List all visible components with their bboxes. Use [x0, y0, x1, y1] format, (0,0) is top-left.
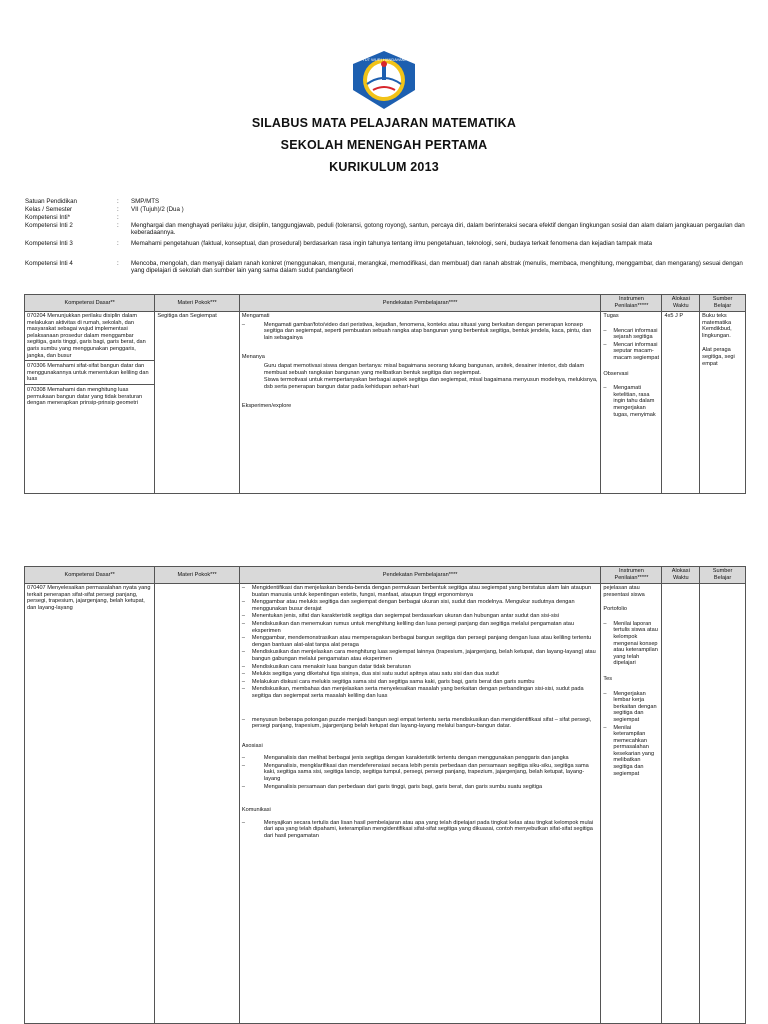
kd-block: 070306 Memahami sifat-sifat bangun datar dan menggunakannya untuk menentukan keliling dan luas [25, 362, 154, 385]
section-heading: Mengamati [241, 313, 270, 319]
list-item: – Mencari informasi sejarah segitiga [603, 327, 658, 341]
header-instrumen-2: Penilaian***** [614, 575, 649, 581]
meta-row [25, 222, 745, 240]
instrumen-heading: Tes [603, 675, 613, 682]
list-item-text: Menganalisis dan melihat berbagai jenis segitiga dengan karakteristik tertentu dengan menggunakan penggaris dan jangka [263, 755, 569, 762]
header-alokasi-1: Alokasi [671, 568, 690, 575]
curriculum-title: KURIKULUM 2013 [329, 160, 439, 174]
header-sumber [700, 295, 746, 312]
header-alokasi-2: Waktu [672, 575, 689, 581]
syllabus-meta [25, 198, 745, 275]
list-item-text: Mencari informasi sejarah segitiga [613, 327, 658, 341]
list-item: – Melakukan diskusi cara melukis segitiga sama sisi dan segitiga sama kaki, garis bagi, garis berat dan garis sumbu [242, 679, 599, 686]
table-row [25, 584, 746, 1024]
meta-colon: : [117, 198, 119, 205]
list-item-text: Menggambar, mendemonstrasikan atau memperagakan berbagai bangun segitiga dan persegi panjang dengan luas atau keliling tertentu dengan bantuan alat-alat tanpa alat peraga [251, 635, 592, 648]
kd-block: 070204 Menunjukkan perilaku disiplin dalam melakukan aktivitas di rumah, sekolah, dan masyarakat sebagai wujud implementasi pelaksanaan prosedur dalam menggambar segitiga, garis tinggi, garis bagi, garis berat, dan garis sumbu yang menggunakan penggaris, jangka, dan busur [25, 312, 154, 361]
list-item: – Mencari informasi seputar macam-macam segiempat [603, 341, 660, 361]
meta-colon: : [117, 206, 119, 213]
sumber-item: Alat peraga segitiga, segi empat [702, 347, 735, 367]
meta-row [25, 214, 745, 222]
instrumen-cell [601, 312, 662, 494]
header-instrumen-1: Instrumen [618, 296, 644, 303]
list-item [242, 363, 599, 376]
meta-row [25, 206, 745, 214]
header-alokasi [662, 567, 700, 584]
list-item: – Menganalisis persamaan dan perbedaan dari garis tinggi, garis bagi, garis berat, dan garis sumbu suatu segitiga [242, 784, 599, 791]
instrumen-cell [601, 584, 662, 1024]
list-item-text: Mendiskusikan, membahas dan menjelaskan serta menyelesaikan masalah yang berkaitan dengan perbandingan sisi-sisi, sudut pada segitiga dan segiempat serta masalah keliling dan luas [251, 686, 584, 699]
list-item: – Mendiskusikan dan menjelaskan cara menghitung luas segiempat lainnya (trapesium, jajargenjang, belah ketupat, dan layang-layang) atau bangun gabungan melalui pengamatan atau eksperimen [242, 649, 599, 662]
list-item-text: Mencari informasi seputar macam-macam segiempat [613, 341, 660, 361]
syllabus-table-1 [24, 294, 746, 494]
list-item: – menyusun beberapa potongan puzzle menjadi bangun segi empat tertentu serta mendiskusikan dan mengidentifikasi sifat – sifat persegi, persegi panjang, trapesium, jajargenjang belah ketupat dan layang-layang melalui bangun-bangun datar. [242, 717, 599, 730]
list-item-text: menyusun beberapa potongan puzzle menjadi bangun segi empat tertentu serta mendiskusikan dan mengidentifikasi sifat – sifat persegi, persegi panjang, trapesium, jajargenjang belah ketupat dan layang-layang melalui bangun-bangun datar. [251, 716, 592, 730]
list-item-text: Menggambar atau melukis segitiga dan segiempat dengan berbagai ukuran sisi, sudut dan modelnya. Mengukur sudutnya dengan menggunakan busur derajat [251, 599, 575, 612]
header-pendekatan: Pendekatan Pembelajaran**** [239, 295, 601, 312]
alokasi-cell: 4x5 J P [662, 312, 700, 494]
instrumen-line: pejelasan atau presentasi siswa [603, 585, 645, 598]
logo-text: TUT WURI HANDAYANI [362, 57, 406, 62]
list-item-text: Menganalisis, mengklarifikasi dan mendeferensiasi secara lebih persis perbedaan dan persamaan segitiga siku-siku, segitiga sama kaki, segitiga sama sisi, segitiga lancip, segitiga tumpul, persegi, persegi panjang, trapezium, jajargenjang, belah ketupat, layang-layang [263, 762, 589, 783]
tut-wuri-handayani-logo-icon [345, 50, 423, 110]
list-item-text: Mengidentifikasi dan menjelaskan benda-benda dengan permukaan berbentuk segitiga atau segiempat yang berstatus alam lain ataupun buatan manusia untuk kepentingan estetis, fungsi, manfaat, ataupun tinggi ergonomisnya [251, 585, 592, 598]
instrumen-line: Tugas [603, 313, 619, 319]
list-item-text: Mendiskusikan cara menaksir luas bangun datar tidak beraturan [251, 663, 411, 670]
meta-colon: : [117, 222, 119, 229]
header-sumber [700, 567, 746, 584]
header-instrumen-1: Instrumen [618, 568, 644, 575]
list-item-text: Mendiskusikan dan menemukan rumus untuk menghitung keliling dan luas persegi panjang dan segitiga melalui pengamatan atau eksperimen [251, 620, 575, 634]
list-item: – Mendiskusikan dan menemukan rumus untuk menghitung keliling dan luas persegi panjang dan segitiga melalui pengamatan atau eksperimen [242, 621, 599, 634]
section-heading: Asosiasi [241, 742, 263, 749]
materi-cell: Segitiga dan Segiempat [155, 312, 240, 494]
page-title: SILABUS MATA PELAJARAN MATEMATIKA [251, 116, 517, 130]
meta-value: Mencoba, mengolah, dan menyaji dalam ranah konkret (menggunakan, mengurai, merangkai, memodifikasi, dan membuat) dan ranah abstrak (menulis, membaca, menghitung, menggambar, dan mengarang) sesuai dengan yang dipelajari di sekolah dan sumber lain yang sama dalam sudut pandang/teori [131, 260, 743, 275]
pendekatan-cell [239, 584, 601, 1024]
list-item: – Menilai keterampilan memecahkan permasalahan kesekarian yang melibatkan segitiga dan segiempat [603, 725, 659, 778]
list-item: – Menilai laporan tertulis siswa atau kelompok mengenai konsep atau keterampilan yang telah dipelajari [603, 620, 658, 667]
list-item: – Mendiskusikan cara menaksir luas bangun datar tidak beraturan [242, 664, 599, 671]
sumber-cell [700, 584, 746, 1024]
list-item: – Menyajikan secara tertulis dan lisan hasil pembelajaran atau apa yang telah dipelajari pada tingkat kelas atau tingkat kelompok mulai dari apa yang telah dipahami, keterampilan mengidentifikasi sifat-sifat segitiga yang dikuasai, contoh menyebutkan sifat-sifat segitiga dari hasil pengamatan [242, 820, 599, 840]
meta-label: Kompetensi Inti 3 [25, 240, 73, 247]
header-sumber-2: Belajar [713, 303, 732, 309]
list-item-text: Mengamati ketelitian, rasa ingin tahu dalam mengerjakan tugas, menyimak [613, 385, 656, 418]
meta-label: Kompetensi Inti* [25, 214, 71, 221]
meta-value: Menghargai dan menghayati perilaku jujur, disiplin, tanggungjawab, peduli (toleransi, gotong royong), santun, percaya diri, dalam berinteraksi secara efektif dengan lingkungan sosial dan alam dalam jangkauan pergaulan dan keberadaannya. [131, 222, 745, 237]
alokasi-cell [662, 584, 700, 1024]
list-item-text: Menentukan jenis, sifat dan karakteristik segitiga dan segiempat berdasarkan ukuran dan hubungan antar sudut dan sisi-sisi [251, 613, 560, 620]
section-heading: Komunikasi [241, 807, 271, 814]
list-item-text: Mendiskusikan dan menjelaskan cara menghitung luas segiempat lainnya (trapesium, jajargenjang, belah ketupat, dan layang-layang) atau bangun gabungan melalui pengamatan atau eksperimen [251, 649, 596, 662]
meta-label: Kompetensi Inti 2 [25, 222, 73, 229]
sumber-cell [700, 312, 746, 494]
meta-label: Satuan Pendidikan [25, 198, 77, 205]
header-materi: Materi Pokok*** [155, 295, 240, 312]
meta-value: Memahami pengetahuan (faktual, konseptual, dan prosedural) berdasarkan rasa ingin tahunya tentang ilmu pengetahuan, teknologi, seni, budaya terkait fenomena dan kejadian tampak mata [131, 240, 653, 247]
list-item: – Mengerjakan lembar kerja berkaitan dengan segitiga dan segiempat [603, 691, 659, 724]
section-heading: Eksperimen/explore [241, 403, 292, 410]
instrumen-heading: Observasi [603, 370, 629, 377]
header-materi: Materi Pokok*** [155, 567, 240, 584]
header-sumber-1: Sumber [712, 296, 733, 303]
header-pendekatan: Pendekatan Pembelajaran**** [239, 567, 601, 584]
header-alokasi [662, 295, 700, 312]
list-item-text: Menganalisis persamaan dan perbedaan dari garis tinggi, garis bagi, garis berat, dan garis sumbu suatu segitiga [263, 783, 543, 790]
list-item: – Mengamati ketelitian, rasa ingin tahu dalam mengerjakan tugas, menyimak [603, 385, 659, 418]
list-item-text: Melukis segitiga yang diketahui tiga sisinya, dua sisi satu sudut apitnya atau satu sisi dan dua sudut [251, 671, 499, 678]
meta-colon: : [117, 240, 119, 247]
list-item-text: Menilai keterampilan memecahkan permasalahan kesekarian yang melibatkan segitiga dan segiempat [613, 724, 655, 777]
meta-value: VII (Tujuh)/2 (Dua ) [131, 206, 184, 213]
table-header-row [25, 295, 746, 312]
meta-colon: : [117, 260, 119, 267]
meta-row [25, 198, 745, 206]
list-item: – Menggambar atau melukis segitiga dan segiempat dengan berbagai ukuran sisi, sudut dan modelnya. Mengukur sudutnya dengan menggunakan busur derajat [242, 599, 599, 612]
section-heading: Menanya [241, 354, 265, 361]
meta-row [25, 240, 745, 260]
meta-colon: : [117, 214, 119, 221]
page-subtitle: SEKOLAH MENENGAH PERTAMA [280, 138, 488, 152]
list-item [242, 377, 599, 390]
syllabus-table-2 [24, 566, 746, 1024]
table-row [25, 312, 746, 494]
list-item: – Menganalisis, mengklarifikasi dan mendeferensiasi secara lebih persis perbedaan dan persamaan segitiga siku-siku, segitiga sama kaki, segitiga sama sisi, segitiga lancip, segitiga tumpul, persegi, persegi panjang, trapezium, jajargenjang, belah ketupat, layang-layang [242, 763, 599, 783]
list-item-text: Guru dapat memotivasi siswa dengan bertanya: misal bagaimana seorang tukang bangunan, arsitek, desainer interior, dsb dalam membuat sebuah rangkaian bangunan yang melibatkan bentuk segitiga dan segiempat. [263, 362, 585, 376]
meta-value: SMP/MTS [131, 198, 160, 205]
header-sumber-2: Belajar [713, 575, 732, 581]
list-item: – Menganalisis dan melihat berbagai jenis segitiga dengan karakteristik tertentu dengan menggunakan penggaris dan jangka [242, 755, 599, 762]
list-item: – Mengidentifikasi dan menjelaskan benda-benda dengan permukaan berbentuk segitiga atau segiempat yang berstatus alam lain ataupun buatan manusia untuk kepentingan estetis, fungsi, manfaat, ataupun tinggi ergonomisnya [242, 585, 599, 598]
kd-block: 070308 Memahami dan menghitung luas permukaan bangun datar yang tidak beraturan dengan menerapkan prinsip-prinsip geometri [27, 386, 143, 407]
kd-cell [25, 312, 155, 494]
header-sumber-1: Sumber [712, 568, 733, 575]
header-instrumen [601, 295, 662, 312]
sumber-item: Buku teks matematika Kemdikbud, lingkungan. [702, 313, 732, 339]
list-item: – Menggambar, mendemonstrasikan atau memperagakan berbagai bangun segitiga dan persegi panjang dengan luas atau keliling tertentu dengan bantuan alat-alat tanpa alat peraga [242, 635, 599, 648]
list-item: – Menentukan jenis, sifat dan karakteristik segitiga dan segiempat berdasarkan ukuran dan hubungan antar sudut dan sisi-sisi [242, 613, 599, 620]
list-item-text: Siswa termotivasi untuk mempertanyakan berbagai aspek segitiga dan segiempat, misal bagaimana menyusun modelnya, melukisnya, dsb serta penerapan bangun datar pada kehidupan sehari-hari [263, 377, 598, 390]
instrumen-heading: Portofolio [603, 606, 628, 613]
header-instrumen-2: Penilaian***** [614, 303, 649, 309]
list-item-text: Mengamati gambar/foto/video dari peristiwa, kejadian, fenomena, konteks atau situasi yang berkaitan dengan penerapan konsep segitiga dan segiempat, seperti pembuatan sebuah rangka atap bangunan yang berbentuk segitiga, bentuk jendela, kaca, pintu, dan lain sebagainya [263, 321, 592, 341]
list-item: – Mendiskusikan, membahas dan menjelaskan serta menyelesaikan masalah yang berkaitan dengan perbandingan sisi-sisi, sudut pada segitiga dan segiempat serta masalah keliling dan luas [242, 686, 599, 699]
meta-row [25, 260, 745, 275]
header-instrumen [601, 567, 662, 584]
header-alokasi-2: Waktu [672, 303, 689, 309]
list-item-text: Menyajikan secara tertulis dan lisan hasil pembelajaran atau apa yang telah dipelajari pada tingkat kelas atau tingkat kelompok mulai dari apa yang telah dipahami, keterampilan mengidentifikasi sifat-sifat segitiga yang dikuasai, contoh menyebutkan sifat-sifat segitiga dari hasil pengamatan [263, 819, 594, 840]
materi-cell [155, 584, 240, 1024]
header-alokasi-1: Alokasi [671, 296, 690, 303]
list-item: – Mengamati gambar/foto/video dari peristiwa, kejadian, fenomena, konteks atau situasi yang berkaitan dengan penerapan konsep segitiga dan segiempat, seperti pembuatan sebuah rangka atap bangunan yang berbentuk segitiga, bentuk jendela, kaca, pintu, dan lain sebagainya [242, 322, 599, 342]
table-header-row [25, 567, 746, 584]
meta-label: Kompetensi Inti 4 [25, 260, 73, 267]
meta-value [131, 214, 745, 222]
list-item-text: Melakukan diskusi cara melukis segitiga sama sisi dan segitiga sama kaki, garis bagi, garis berat dan garis sumbu [251, 678, 535, 685]
pendekatan-cell [239, 312, 601, 494]
list-item-text: Mengerjakan lembar kerja berkaitan dengan segitiga dan segiempat [613, 690, 657, 723]
meta-label: Kelas / Semester [25, 206, 73, 213]
list-item-text: Menilai laporan tertulis siswa atau kelompok mengenai konsep atau keterampilan yang telah dipelajari [613, 620, 658, 667]
list-item: – Melukis segitiga yang diketahui tiga sisinya, dua sisi satu sudut apitnya atau satu sisi dan dua sudut [242, 671, 599, 678]
kd-cell: 070407 Menyelesaikan permasalahan nyata yang terkait penerapan sifat-sifat persegi panjang, persegi, trapesium, jajargenjang, belah ketupat, dan layang-layang [25, 584, 155, 1024]
header-kd: Kompetensi Dasar** [25, 567, 155, 584]
header-kd: Kompetensi Dasar** [25, 295, 155, 312]
